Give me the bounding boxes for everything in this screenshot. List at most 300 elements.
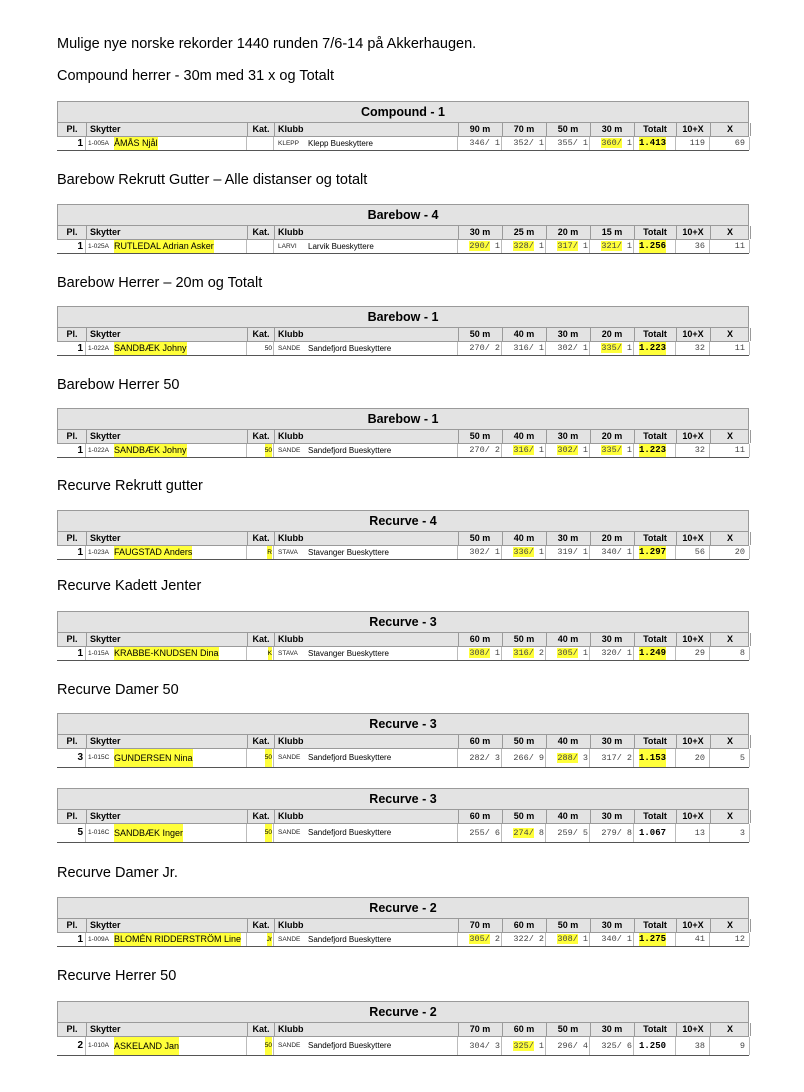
distance-score: 335/ 1	[601, 445, 632, 455]
distance-score: 340/ 1	[601, 934, 632, 944]
archer-code: 1-025A	[88, 243, 109, 250]
col-distance: 70 m	[469, 920, 491, 930]
tenx-count: 41	[694, 934, 705, 944]
col-skytter: Skytter	[90, 736, 121, 746]
club-code: KLEPP	[278, 140, 299, 147]
cell-divider	[633, 824, 634, 842]
score-value: 320/	[601, 648, 622, 658]
cell-divider	[589, 1037, 590, 1055]
cell-divider	[633, 933, 634, 946]
table-title: Barebow - 1	[57, 306, 749, 327]
cell-divider	[457, 749, 458, 767]
club-name: Klepp Bueskyttere	[308, 139, 373, 148]
cell-divider	[273, 647, 274, 660]
col-klubb: Klubb	[278, 227, 304, 237]
cell-divider	[749, 137, 750, 150]
tenx-count: 56	[694, 547, 705, 557]
cell-divider	[457, 1037, 458, 1055]
score-value: 266/	[513, 753, 534, 763]
cell-divider	[633, 1037, 634, 1055]
col-skytter: Skytter	[90, 920, 121, 930]
score-value: 321/	[601, 241, 622, 251]
column-divider	[247, 123, 248, 136]
table-row	[57, 137, 749, 151]
col-10x: 10+X	[682, 920, 704, 930]
col-klubb: Klubb	[278, 920, 304, 930]
category: 50	[265, 824, 272, 842]
club-code: SANDE	[278, 936, 301, 943]
column-divider	[274, 735, 275, 748]
col-distance: 90 m	[469, 124, 491, 134]
table-row	[57, 444, 749, 458]
table-title: Recurve - 2	[57, 1001, 749, 1022]
cell-divider	[545, 749, 546, 767]
cell-divider	[709, 444, 710, 457]
col-skytter: Skytter	[90, 533, 121, 543]
archer-name: FAUGSTAD Anders	[114, 547, 193, 557]
col-x: X	[726, 811, 733, 821]
cell-divider	[273, 546, 274, 559]
column-header-row	[57, 734, 749, 749]
cell-divider	[501, 444, 502, 457]
cell-divider	[589, 546, 590, 559]
club-name: Stavanger Bueskyttere	[308, 649, 389, 658]
results-table	[57, 101, 749, 151]
column-divider	[86, 328, 87, 341]
distance-score: 304/ 3	[469, 1041, 500, 1051]
distance-score: 340/ 1	[601, 547, 632, 557]
club-code: SANDE	[278, 1042, 301, 1049]
cell-divider	[273, 824, 274, 842]
archer-name: SANDBÆK Johny	[114, 343, 187, 353]
archer-name: GUNDERSEN Nina	[114, 749, 193, 767]
column-divider	[86, 123, 87, 136]
col-distance: 40 m	[557, 634, 579, 644]
cell-divider	[457, 444, 458, 457]
cell-divider	[709, 824, 710, 842]
column-divider	[274, 328, 275, 341]
x-count: 5	[739, 753, 745, 763]
club-code: STAVA	[278, 650, 298, 657]
distance-score: 302/ 1	[469, 547, 500, 557]
col-skytter: Skytter	[90, 634, 121, 644]
col-distance: 50 m	[557, 1024, 579, 1034]
cell-divider	[749, 933, 750, 946]
placement: 1	[77, 138, 83, 149]
column-divider	[750, 430, 751, 443]
cell-divider	[675, 824, 676, 842]
section-heading: Barebow Herrer – 20m og Totalt	[57, 275, 263, 291]
col-kat: Kat.	[252, 736, 270, 746]
club-code: LARVI	[278, 243, 297, 250]
cell-divider	[545, 824, 546, 842]
column-divider	[247, 226, 248, 239]
club-code: STAVA	[278, 549, 298, 556]
table-row	[57, 342, 749, 356]
col-kat: Kat.	[252, 920, 270, 930]
col-pl: Pl.	[66, 920, 78, 930]
x-count: 9	[739, 1041, 745, 1051]
col-distance: 50 m	[513, 811, 535, 821]
score-value: 255/	[469, 828, 490, 838]
archer-code: 1-022A	[88, 345, 109, 352]
placement: 1	[77, 445, 83, 456]
cell-divider	[633, 137, 634, 150]
col-distance: 30 m	[601, 811, 623, 821]
cell-divider	[85, 749, 86, 767]
placement: 1	[77, 648, 83, 659]
column-divider	[274, 810, 275, 823]
col-skytter: Skytter	[90, 227, 121, 237]
cell-divider	[709, 546, 710, 559]
distance-score: 270/ 2	[469, 343, 500, 353]
cell-divider	[246, 647, 247, 660]
cell-divider	[457, 137, 458, 150]
cell-divider	[246, 240, 247, 253]
col-distance: 40 m	[557, 736, 579, 746]
cell-divider	[749, 546, 750, 559]
cell-divider	[501, 933, 502, 946]
col-distance: 30 m	[601, 124, 623, 134]
cell-divider	[633, 647, 634, 660]
col-klubb: Klubb	[278, 634, 304, 644]
section-heading: Barebow Herrer 50	[57, 377, 180, 393]
col-totalt: Totalt	[643, 227, 667, 237]
table-title: Recurve - 4	[57, 510, 749, 531]
total-score: 1.067	[639, 828, 667, 838]
club-code: SANDE	[278, 345, 301, 352]
table-title: Recurve - 3	[57, 611, 749, 632]
col-kat: Kat.	[252, 1024, 270, 1034]
category: R	[267, 546, 272, 559]
cell-divider	[749, 342, 750, 355]
cell-divider	[709, 933, 710, 946]
archer-code: 1-015C	[88, 754, 110, 761]
col-10x: 10+X	[682, 736, 704, 746]
column-header-row	[57, 531, 749, 546]
cell-divider	[749, 824, 750, 842]
cell-divider	[633, 546, 634, 559]
cell-divider	[589, 933, 590, 946]
archer-name: BLOMÉN RIDDERSTRÖM Line	[114, 934, 242, 944]
section-heading: Recurve Herrer 50	[57, 968, 177, 984]
cell-divider	[675, 240, 676, 253]
section-heading: Barebow Rekrutt Gutter – Alle distanser og totalt	[57, 172, 368, 188]
col-skytter: Skytter	[90, 811, 121, 821]
placement: 1	[77, 547, 83, 558]
column-divider	[247, 633, 248, 646]
score-value: 322/	[513, 934, 534, 944]
cell-divider	[457, 647, 458, 660]
col-distance: 60 m	[469, 736, 491, 746]
cell-divider	[749, 240, 750, 253]
x-count: 11	[734, 241, 745, 251]
cell-divider	[273, 1037, 274, 1055]
column-divider	[247, 532, 248, 545]
col-distance: 20 m	[601, 533, 623, 543]
col-pl: Pl.	[66, 124, 78, 134]
col-distance: 30 m	[601, 920, 623, 930]
distance-score: 322/ 2	[513, 934, 544, 944]
col-pl: Pl.	[66, 227, 78, 237]
cell-divider	[501, 546, 502, 559]
cell-divider	[85, 824, 86, 842]
distance-score: 328/ 1	[513, 241, 544, 251]
score-value: 308/	[469, 648, 490, 658]
archer-code: 1-022A	[88, 447, 109, 454]
results-table	[57, 1001, 749, 1056]
cell-divider	[545, 1037, 546, 1055]
table-title: Compound - 1	[57, 101, 749, 122]
column-header-row	[57, 122, 749, 137]
col-distance: 30 m	[601, 1024, 623, 1034]
col-kat: Kat.	[252, 634, 270, 644]
col-distance: 70 m	[513, 124, 535, 134]
col-pl: Pl.	[66, 811, 78, 821]
col-pl: Pl.	[66, 1024, 78, 1034]
score-value: 340/	[601, 547, 622, 557]
score-value: 302/	[557, 343, 578, 353]
col-totalt: Totalt	[643, 124, 667, 134]
distance-score: 325/ 6	[601, 1041, 632, 1051]
archer-code: 1-009A	[88, 936, 109, 943]
club-code: SANDE	[278, 754, 301, 761]
col-10x: 10+X	[682, 1024, 704, 1034]
distance-score: 302/ 1	[557, 343, 588, 353]
column-divider	[247, 430, 248, 443]
col-distance: 50 m	[557, 124, 579, 134]
category: 50	[265, 1037, 272, 1055]
cell-divider	[633, 444, 634, 457]
column-divider	[86, 532, 87, 545]
cell-divider	[709, 137, 710, 150]
cell-divider	[85, 933, 86, 946]
cell-divider	[675, 647, 676, 660]
col-klubb: Klubb	[278, 811, 304, 821]
col-distance: 50 m	[513, 634, 535, 644]
cell-divider	[273, 137, 274, 150]
col-x: X	[726, 124, 733, 134]
results-table	[57, 306, 749, 356]
cell-divider	[709, 1037, 710, 1055]
results-table	[57, 611, 749, 661]
distance-score: 360/ 1	[601, 138, 632, 148]
cell-divider	[749, 1037, 750, 1055]
total-score: 1.223	[639, 343, 667, 353]
distance-score: 352/ 1	[513, 138, 544, 148]
col-distance: 40 m	[513, 431, 535, 441]
cell-divider	[501, 342, 502, 355]
score-value: 259/	[557, 828, 578, 838]
col-10x: 10+X	[682, 329, 704, 339]
distance-score: 316/ 2	[513, 648, 544, 658]
score-value: 346/	[469, 138, 490, 148]
col-totalt: Totalt	[643, 811, 667, 821]
cell-divider	[709, 749, 710, 767]
page-title: Mulige nye norske rekorder 1440 runden 7/6-14 på Akkerhaugen.	[57, 36, 477, 52]
results-table	[57, 788, 749, 843]
distance-score: 274/ 8	[513, 828, 544, 838]
archer-name: ÅMÅS Njål	[114, 138, 158, 148]
cell-divider	[675, 137, 676, 150]
distance-score: 316/ 1	[513, 445, 544, 455]
score-value: 305/	[469, 934, 490, 944]
col-distance: 30 m	[601, 634, 623, 644]
column-divider	[86, 633, 87, 646]
cell-divider	[85, 1037, 86, 1055]
cell-divider	[457, 933, 458, 946]
column-divider	[247, 735, 248, 748]
distance-score: 336/ 1	[513, 547, 544, 557]
category: 50	[265, 749, 272, 767]
cell-divider	[545, 933, 546, 946]
distance-score: 255/ 6	[469, 828, 500, 838]
col-klubb: Klubb	[278, 736, 304, 746]
col-x: X	[726, 920, 733, 930]
cell-divider	[675, 546, 676, 559]
x-count: 12	[734, 934, 745, 944]
cell-divider	[246, 342, 247, 355]
distance-score: 296/ 4	[557, 1041, 588, 1051]
cell-divider	[501, 749, 502, 767]
cell-divider	[246, 1037, 247, 1055]
score-value: 302/	[469, 547, 490, 557]
score-value: 316/	[513, 648, 534, 658]
col-10x: 10+X	[682, 811, 704, 821]
cell-divider	[501, 240, 502, 253]
distance-score: 321/ 1	[601, 241, 632, 251]
cell-divider	[589, 137, 590, 150]
column-divider	[274, 123, 275, 136]
col-totalt: Totalt	[643, 736, 667, 746]
results-table	[57, 713, 749, 768]
score-value: 325/	[513, 1041, 534, 1051]
distance-score: 282/ 3	[469, 753, 500, 763]
column-divider	[86, 810, 87, 823]
col-klubb: Klubb	[278, 431, 304, 441]
col-distance: 20 m	[601, 431, 623, 441]
cell-divider	[589, 342, 590, 355]
results-table	[57, 510, 749, 560]
distance-score: 320/ 1	[601, 648, 632, 658]
column-divider	[86, 430, 87, 443]
cell-divider	[545, 342, 546, 355]
cell-divider	[633, 240, 634, 253]
cell-divider	[545, 444, 546, 457]
column-divider	[274, 1023, 275, 1036]
archer-name: RUTLEDAL Adrian Asker	[114, 241, 214, 251]
col-skytter: Skytter	[90, 329, 121, 339]
column-divider	[86, 1023, 87, 1036]
col-10x: 10+X	[682, 431, 704, 441]
distance-score: 319/ 1	[557, 547, 588, 557]
cell-divider	[273, 933, 274, 946]
cell-divider	[749, 444, 750, 457]
col-x: X	[726, 1024, 733, 1034]
archer-name: SANDBÆK Johny	[114, 445, 187, 455]
column-divider	[247, 810, 248, 823]
cell-divider	[501, 647, 502, 660]
cell-divider	[589, 749, 590, 767]
col-distance: 30 m	[469, 227, 491, 237]
cell-divider	[273, 749, 274, 767]
col-distance: 60 m	[469, 634, 491, 644]
col-pl: Pl.	[66, 329, 78, 339]
cell-divider	[246, 444, 247, 457]
cell-divider	[675, 933, 676, 946]
club-name: Sandefjord Bueskyttere	[308, 753, 392, 762]
column-header-row	[57, 225, 749, 240]
x-count: 11	[734, 343, 745, 353]
tenx-count: 119	[689, 138, 705, 148]
archer-code: 1-016C	[88, 829, 110, 836]
placement: 3	[77, 752, 83, 763]
column-divider	[750, 919, 751, 932]
cell-divider	[589, 647, 590, 660]
total-score: 1.256	[639, 241, 667, 251]
cell-divider	[85, 444, 86, 457]
column-divider	[750, 123, 751, 136]
col-10x: 10+X	[682, 533, 704, 543]
col-totalt: Totalt	[643, 920, 667, 930]
col-distance: 50 m	[469, 533, 491, 543]
column-divider	[274, 226, 275, 239]
score-value: 317/	[601, 753, 622, 763]
cell-divider	[246, 824, 247, 842]
column-divider	[247, 328, 248, 341]
x-count: 3	[739, 828, 745, 838]
cell-divider	[457, 240, 458, 253]
category: 50	[264, 345, 272, 352]
cell-divider	[273, 444, 274, 457]
table-row	[57, 749, 749, 768]
cell-divider	[675, 444, 676, 457]
distance-score: 302/ 1	[557, 445, 588, 455]
col-distance: 20 m	[557, 227, 579, 237]
club-name: Stavanger Bueskyttere	[308, 548, 389, 557]
cell-divider	[749, 749, 750, 767]
club-name: Sandefjord Bueskyttere	[308, 828, 392, 837]
tenx-count: 29	[694, 648, 705, 658]
cell-divider	[545, 240, 546, 253]
cell-divider	[85, 240, 86, 253]
score-value: 305/	[557, 648, 578, 658]
archer-code: 1-005A	[88, 140, 109, 147]
archer-name: ASKELAND Jan	[114, 1037, 179, 1055]
cell-divider	[709, 342, 710, 355]
tenx-count: 38	[694, 1041, 705, 1051]
results-table	[57, 204, 749, 254]
x-count: 69	[734, 138, 745, 148]
archer-code: 1-015A	[88, 650, 109, 657]
cell-divider	[85, 546, 86, 559]
column-divider	[750, 1023, 751, 1036]
col-distance: 30 m	[601, 736, 623, 746]
score-value: 355/	[557, 138, 578, 148]
score-value: 317/	[557, 241, 578, 251]
table-row	[57, 240, 749, 254]
tenx-count: 20	[694, 753, 705, 763]
col-distance: 50 m	[469, 329, 491, 339]
col-distance: 30 m	[557, 329, 579, 339]
col-x: X	[726, 329, 733, 339]
cell-divider	[675, 1037, 676, 1055]
table-row	[57, 546, 749, 560]
col-distance: 60 m	[513, 920, 535, 930]
col-distance: 40 m	[557, 811, 579, 821]
cell-divider	[246, 933, 247, 946]
column-header-row	[57, 809, 749, 824]
